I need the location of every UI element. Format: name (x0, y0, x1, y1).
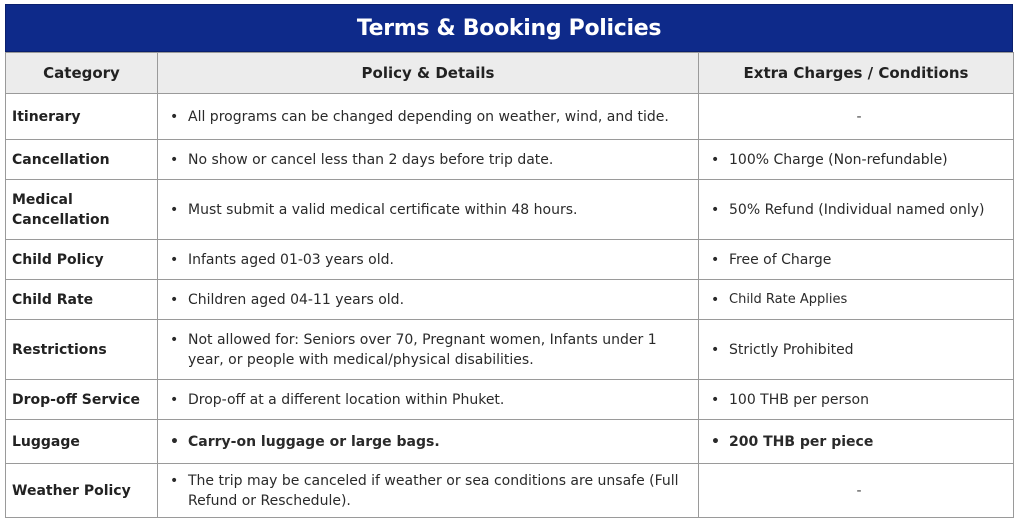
extra-cell (699, 420, 1014, 464)
bullet-icon: • (711, 251, 720, 268)
table-row (6, 320, 1014, 380)
header-details: Policy & Details (158, 53, 699, 94)
bullet-icon: • (170, 433, 179, 450)
extra-text: 200 THB per piece (729, 433, 874, 450)
category-cell: Child Rate (6, 280, 158, 320)
document-title: Terms & Booking Policies (5, 4, 1013, 52)
details-cell (158, 180, 699, 240)
details-cell (158, 140, 699, 180)
category-cell: Drop-off Service (6, 380, 158, 420)
bullet-icon: • (170, 291, 179, 308)
table-header-row (6, 53, 1014, 94)
policy-document (5, 4, 1013, 518)
table-row (6, 280, 1014, 320)
bullet-icon: • (170, 201, 179, 218)
extra-text: 50% Refund (Individual named only) (729, 201, 985, 218)
details-cell (158, 420, 699, 464)
extra-text: 100 THB per person (729, 391, 869, 408)
bullet-icon: • (170, 108, 179, 125)
table-row (6, 380, 1014, 420)
policy-table (5, 52, 1014, 518)
details-text: Carry-on luggage or large bags. (188, 433, 440, 450)
details-text: All programs can be changed depending on weather, wind, and tide. (188, 108, 669, 125)
extra-text: 100% Charge (Non-refundable) (729, 151, 948, 168)
category-cell: Itinerary (6, 94, 158, 140)
bullet-icon: • (711, 433, 720, 450)
details-text: Drop-off at a different location within Phuket. (188, 391, 505, 408)
extra-cell (699, 180, 1014, 240)
bullet-icon: • (170, 251, 179, 268)
bullet-icon: • (711, 151, 720, 168)
extra-cell: - (699, 464, 1014, 518)
extra-cell (699, 320, 1014, 380)
details-text: Infants aged 01-03 years old. (188, 251, 394, 268)
extra-cell (699, 140, 1014, 180)
category-cell: Cancellation (6, 140, 158, 180)
category-cell: Medical Cancellation (6, 180, 158, 240)
details-cell (158, 320, 699, 380)
details-cell (158, 380, 699, 420)
header-extra: Extra Charges / Conditions (699, 53, 1014, 94)
details-cell (158, 280, 699, 320)
details-text: Must submit a valid medical certificate within 48 hours. (188, 201, 578, 218)
details-cell (158, 464, 699, 518)
details-cell (158, 240, 699, 280)
details-text: Children aged 04-11 years old. (188, 291, 405, 308)
bullet-icon: • (170, 151, 179, 168)
bullet-icon: • (711, 391, 720, 408)
extra-text: Child Rate Applies (729, 291, 848, 307)
details-cell (158, 94, 699, 140)
details-text: No show or cancel less than 2 days before trip date. (188, 151, 554, 168)
extra-cell (699, 240, 1014, 280)
bullet-icon: • (170, 331, 179, 348)
bullet-icon: • (170, 472, 179, 489)
details-text: The trip may be canceled if weather or sea conditions are unsafe (Full Refund or Reschedule). (188, 472, 679, 509)
table-row (6, 464, 1014, 518)
bullet-icon: • (711, 201, 720, 218)
extra-cell: - (699, 94, 1014, 140)
extra-text: Strictly Prohibited (729, 341, 854, 358)
category-cell: Weather Policy (6, 464, 158, 518)
table-row (6, 420, 1014, 464)
table-row (6, 240, 1014, 280)
table-row (6, 94, 1014, 140)
category-cell: Restrictions (6, 320, 158, 380)
extra-cell (699, 380, 1014, 420)
category-cell: Luggage (6, 420, 158, 464)
extra-text: Free of Charge (729, 251, 832, 268)
table-row (6, 180, 1014, 240)
bullet-icon: • (711, 291, 720, 308)
bullet-icon: • (711, 341, 720, 358)
bullet-icon: • (170, 391, 179, 408)
table-row (6, 140, 1014, 180)
header-category: Category (6, 53, 158, 94)
category-cell: Child Policy (6, 240, 158, 280)
extra-cell (699, 280, 1014, 320)
details-text: Not allowed for: Seniors over 70, Pregnant women, Infants under 1 year, or people with medical/physical disabilities. (188, 331, 657, 368)
